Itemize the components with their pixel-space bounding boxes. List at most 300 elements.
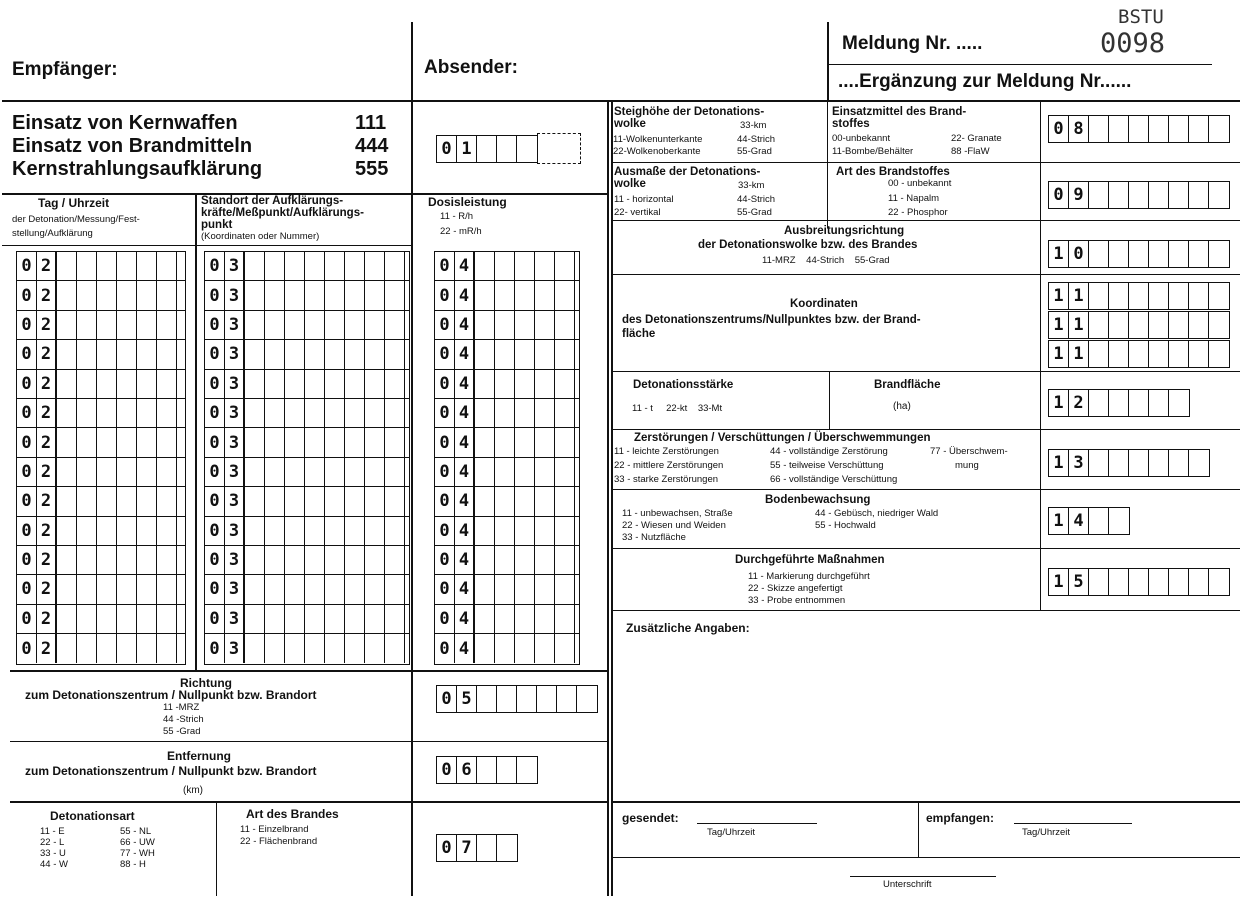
- field-10[interactable]: [1048, 240, 1230, 268]
- row-entry-cell[interactable]: [77, 517, 97, 545]
- row-entry-cell[interactable]: [245, 517, 265, 545]
- field-10-cell[interactable]: [1169, 241, 1189, 267]
- row-entry-cell[interactable]: [117, 634, 137, 663]
- row-entry-cell[interactable]: [495, 575, 515, 603]
- row-entry-cell[interactable]: [365, 517, 385, 545]
- row-entry-cell[interactable]: [245, 311, 265, 339]
- row-entry-cell[interactable]: [325, 399, 345, 427]
- row-entry-cell[interactable]: [345, 575, 365, 603]
- row-entry-cell[interactable]: [245, 370, 265, 398]
- field-11-cell[interactable]: [1169, 341, 1189, 367]
- row-entry-cell[interactable]: [555, 281, 575, 309]
- field-12[interactable]: [1048, 389, 1190, 417]
- row-entry-cell[interactable]: [345, 458, 365, 486]
- row-entry-cell[interactable]: [137, 428, 157, 456]
- row-entry-cell[interactable]: [345, 487, 365, 515]
- row-entry-cell[interactable]: [137, 340, 157, 368]
- row-entry-cell[interactable]: [157, 399, 177, 427]
- row-entry-cell[interactable]: [97, 428, 117, 456]
- row-entry-cell[interactable]: [535, 340, 555, 368]
- row-entry-cell[interactable]: [555, 311, 575, 339]
- row-entry-cell[interactable]: [515, 340, 535, 368]
- row-entry-cell[interactable]: [157, 311, 177, 339]
- field-15-cell[interactable]: [1089, 569, 1109, 595]
- row-entry-cell[interactable]: [345, 340, 365, 368]
- row-entry-cell[interactable]: [157, 340, 177, 368]
- row-entry-cell[interactable]: [535, 399, 555, 427]
- row-entry-cell[interactable]: [325, 575, 345, 603]
- row-entry-cell[interactable]: [365, 281, 385, 309]
- field-05-cell[interactable]: [577, 686, 597, 712]
- row-entry-cell[interactable]: [245, 605, 265, 633]
- row-entry-cell[interactable]: [495, 428, 515, 456]
- row-entry-cell[interactable]: [57, 517, 77, 545]
- field-13-cell[interactable]: [1129, 450, 1149, 476]
- row-entry-cell[interactable]: [117, 487, 137, 515]
- row-entry-cell[interactable]: [345, 517, 365, 545]
- row-entry-cell[interactable]: [77, 370, 97, 398]
- field-14-cell[interactable]: [1109, 508, 1129, 534]
- row-entry-cell[interactable]: [245, 252, 265, 280]
- row-entry-cell[interactable]: [137, 605, 157, 633]
- row-entry-cell[interactable]: [495, 340, 515, 368]
- row-entry-cell[interactable]: [495, 487, 515, 515]
- field-11-cell[interactable]: [1189, 283, 1209, 309]
- row-entry-cell[interactable]: [385, 281, 405, 309]
- row-entry-cell[interactable]: [345, 252, 365, 280]
- field-09-cell[interactable]: [1089, 182, 1109, 208]
- row-entry-cell[interactable]: [535, 252, 555, 280]
- field-13-cell[interactable]: [1189, 450, 1209, 476]
- row-entry-cell[interactable]: [325, 605, 345, 633]
- data-row[interactable]: [17, 311, 185, 340]
- row-entry-cell[interactable]: [305, 252, 325, 280]
- field-11-cell[interactable]: [1089, 312, 1109, 338]
- dosis-grid[interactable]: [434, 251, 580, 665]
- row-entry-cell[interactable]: [117, 252, 137, 280]
- row-entry-cell[interactable]: [305, 340, 325, 368]
- row-entry-cell[interactable]: [535, 281, 555, 309]
- row-entry-cell[interactable]: [365, 605, 385, 633]
- row-entry-cell[interactable]: [475, 605, 495, 633]
- row-entry-cell[interactable]: [385, 575, 405, 603]
- field-08-cell[interactable]: [1189, 116, 1209, 142]
- data-row[interactable]: [435, 252, 579, 281]
- field-11-cell[interactable]: [1129, 283, 1149, 309]
- row-entry-cell[interactable]: [77, 311, 97, 339]
- row-entry-cell[interactable]: [57, 340, 77, 368]
- gesendet-line[interactable]: [697, 823, 817, 824]
- row-entry-cell[interactable]: [475, 487, 495, 515]
- row-entry-cell[interactable]: [535, 311, 555, 339]
- row-entry-cell[interactable]: [365, 370, 385, 398]
- field-11-cell[interactable]: [1109, 283, 1129, 309]
- row-entry-cell[interactable]: [325, 517, 345, 545]
- data-row[interactable]: [205, 281, 409, 310]
- row-entry-cell[interactable]: [97, 340, 117, 368]
- row-entry-cell[interactable]: [515, 252, 535, 280]
- row-entry-cell[interactable]: [385, 340, 405, 368]
- field-05-cell[interactable]: [557, 686, 577, 712]
- row-entry-cell[interactable]: [285, 605, 305, 633]
- row-entry-cell[interactable]: [97, 487, 117, 515]
- row-entry-cell[interactable]: [495, 605, 515, 633]
- data-row[interactable]: [205, 428, 409, 457]
- row-entry-cell[interactable]: [265, 487, 285, 515]
- row-entry-cell[interactable]: [137, 281, 157, 309]
- field-11-cell[interactable]: [1209, 341, 1229, 367]
- field-06-cell[interactable]: [517, 757, 537, 783]
- row-entry-cell[interactable]: [515, 281, 535, 309]
- data-row[interactable]: [205, 399, 409, 428]
- field-05-cell[interactable]: [517, 686, 537, 712]
- row-entry-cell[interactable]: [475, 340, 495, 368]
- row-entry-cell[interactable]: [157, 428, 177, 456]
- row-entry-cell[interactable]: [77, 487, 97, 515]
- row-entry-cell[interactable]: [265, 311, 285, 339]
- data-row[interactable]: [435, 487, 579, 516]
- field-10-cell[interactable]: [1209, 241, 1229, 267]
- row-entry-cell[interactable]: [325, 546, 345, 574]
- field-08-cell[interactable]: [1149, 116, 1169, 142]
- field-12-cell[interactable]: [1089, 390, 1109, 416]
- field-13-cell[interactable]: [1169, 450, 1189, 476]
- data-row[interactable]: [435, 634, 579, 663]
- row-entry-cell[interactable]: [137, 634, 157, 663]
- row-entry-cell[interactable]: [117, 370, 137, 398]
- row-entry-cell[interactable]: [97, 546, 117, 574]
- row-entry-cell[interactable]: [285, 487, 305, 515]
- row-entry-cell[interactable]: [325, 487, 345, 515]
- data-row[interactable]: [17, 575, 185, 604]
- row-entry-cell[interactable]: [265, 546, 285, 574]
- empfangen-line[interactable]: [1014, 823, 1132, 824]
- row-entry-cell[interactable]: [515, 370, 535, 398]
- row-entry-cell[interactable]: [305, 634, 325, 663]
- field-11-cell[interactable]: [1209, 312, 1229, 338]
- row-entry-cell[interactable]: [345, 428, 365, 456]
- row-entry-cell[interactable]: [265, 252, 285, 280]
- row-entry-cell[interactable]: [97, 252, 117, 280]
- row-entry-cell[interactable]: [535, 634, 555, 663]
- data-row[interactable]: [17, 340, 185, 369]
- row-entry-cell[interactable]: [325, 311, 345, 339]
- row-entry-cell[interactable]: [515, 311, 535, 339]
- row-entry-cell[interactable]: [97, 281, 117, 309]
- field-11-cell[interactable]: [1209, 283, 1229, 309]
- row-entry-cell[interactable]: [515, 517, 535, 545]
- data-row[interactable]: [205, 340, 409, 369]
- row-entry-cell[interactable]: [97, 517, 117, 545]
- row-entry-cell[interactable]: [265, 428, 285, 456]
- row-entry-cell[interactable]: [77, 634, 97, 663]
- row-entry-cell[interactable]: [475, 428, 495, 456]
- row-entry-cell[interactable]: [245, 546, 265, 574]
- field-09-cell[interactable]: [1109, 182, 1129, 208]
- row-entry-cell[interactable]: [77, 546, 97, 574]
- row-entry-cell[interactable]: [515, 546, 535, 574]
- field-11-cell[interactable]: [1089, 283, 1109, 309]
- row-entry-cell[interactable]: [157, 605, 177, 633]
- field-07[interactable]: [436, 834, 518, 862]
- data-row[interactable]: [17, 252, 185, 281]
- row-entry-cell[interactable]: [365, 340, 385, 368]
- row-entry-cell[interactable]: [57, 252, 77, 280]
- data-row[interactable]: [17, 546, 185, 575]
- row-entry-cell[interactable]: [385, 252, 405, 280]
- row-entry-cell[interactable]: [137, 487, 157, 515]
- row-entry-cell[interactable]: [137, 370, 157, 398]
- data-row[interactable]: [17, 517, 185, 546]
- row-entry-cell[interactable]: [77, 458, 97, 486]
- data-row[interactable]: [17, 487, 185, 516]
- field-01-cell[interactable]: [477, 136, 497, 162]
- field-11-cell[interactable]: [1149, 341, 1169, 367]
- row-entry-cell[interactable]: [555, 605, 575, 633]
- data-row[interactable]: [205, 517, 409, 546]
- field-11-cell[interactable]: [1089, 341, 1109, 367]
- row-entry-cell[interactable]: [475, 575, 495, 603]
- data-row[interactable]: [17, 634, 185, 663]
- data-row[interactable]: [435, 281, 579, 310]
- row-entry-cell[interactable]: [157, 487, 177, 515]
- data-row[interactable]: [435, 340, 579, 369]
- row-entry-cell[interactable]: [475, 634, 495, 663]
- row-entry-cell[interactable]: [385, 634, 405, 663]
- row-entry-cell[interactable]: [265, 281, 285, 309]
- row-entry-cell[interactable]: [245, 428, 265, 456]
- row-entry-cell[interactable]: [555, 428, 575, 456]
- row-entry-cell[interactable]: [345, 370, 365, 398]
- row-entry-cell[interactable]: [305, 487, 325, 515]
- row-entry-cell[interactable]: [285, 575, 305, 603]
- data-row[interactable]: [435, 399, 579, 428]
- data-row[interactable]: [435, 517, 579, 546]
- row-entry-cell[interactable]: [77, 281, 97, 309]
- field-09-cell[interactable]: [1129, 182, 1149, 208]
- data-row[interactable]: [435, 546, 579, 575]
- field-10-cell[interactable]: [1129, 241, 1149, 267]
- field-09[interactable]: [1048, 181, 1230, 209]
- zusaetzliche-angaben-area[interactable]: [622, 640, 1232, 795]
- row-entry-cell[interactable]: [117, 546, 137, 574]
- row-entry-cell[interactable]: [555, 252, 575, 280]
- row-entry-cell[interactable]: [475, 458, 495, 486]
- data-row[interactable]: [205, 575, 409, 604]
- row-entry-cell[interactable]: [345, 634, 365, 663]
- field-10-cell[interactable]: [1149, 241, 1169, 267]
- field-14[interactable]: [1048, 507, 1130, 535]
- row-entry-cell[interactable]: [365, 575, 385, 603]
- row-entry-cell[interactable]: [117, 399, 137, 427]
- row-entry-cell[interactable]: [555, 487, 575, 515]
- field-01-cell[interactable]: [517, 136, 537, 162]
- row-entry-cell[interactable]: [535, 605, 555, 633]
- row-entry-cell[interactable]: [285, 311, 305, 339]
- row-entry-cell[interactable]: [555, 370, 575, 398]
- row-entry-cell[interactable]: [57, 428, 77, 456]
- field-15-cell[interactable]: [1149, 569, 1169, 595]
- data-row[interactable]: [17, 281, 185, 310]
- row-entry-cell[interactable]: [305, 281, 325, 309]
- row-entry-cell[interactable]: [245, 634, 265, 663]
- row-entry-cell[interactable]: [137, 517, 157, 545]
- field-12-cell[interactable]: [1129, 390, 1149, 416]
- row-entry-cell[interactable]: [117, 311, 137, 339]
- row-entry-cell[interactable]: [515, 428, 535, 456]
- field-12-cell[interactable]: [1109, 390, 1129, 416]
- field-15-cell[interactable]: [1169, 569, 1189, 595]
- data-row[interactable]: [435, 311, 579, 340]
- row-entry-cell[interactable]: [57, 546, 77, 574]
- field-11-cell[interactable]: [1109, 341, 1129, 367]
- row-entry-cell[interactable]: [555, 399, 575, 427]
- row-entry-cell[interactable]: [365, 487, 385, 515]
- row-entry-cell[interactable]: [157, 252, 177, 280]
- data-row[interactable]: [205, 252, 409, 281]
- data-row[interactable]: [435, 575, 579, 604]
- data-row[interactable]: [17, 458, 185, 487]
- field-05[interactable]: [436, 685, 598, 713]
- row-entry-cell[interactable]: [245, 399, 265, 427]
- field-12-cell[interactable]: [1149, 390, 1169, 416]
- row-entry-cell[interactable]: [535, 487, 555, 515]
- field-10-cell[interactable]: [1189, 241, 1209, 267]
- field-15[interactable]: [1048, 568, 1230, 596]
- data-row[interactable]: [205, 311, 409, 340]
- row-entry-cell[interactable]: [515, 605, 535, 633]
- row-entry-cell[interactable]: [265, 458, 285, 486]
- field-08[interactable]: [1048, 115, 1230, 143]
- row-entry-cell[interactable]: [365, 252, 385, 280]
- row-entry-cell[interactable]: [157, 634, 177, 663]
- row-entry-cell[interactable]: [495, 458, 515, 486]
- row-entry-cell[interactable]: [385, 428, 405, 456]
- data-row[interactable]: [17, 605, 185, 634]
- row-entry-cell[interactable]: [555, 517, 575, 545]
- row-entry-cell[interactable]: [345, 399, 365, 427]
- field-01-dashed-cells[interactable]: [537, 133, 581, 164]
- row-entry-cell[interactable]: [97, 458, 117, 486]
- field-05-cell[interactable]: [497, 686, 517, 712]
- data-row[interactable]: [205, 487, 409, 516]
- row-entry-cell[interactable]: [137, 458, 157, 486]
- row-entry-cell[interactable]: [77, 340, 97, 368]
- field-10-cell[interactable]: [1089, 241, 1109, 267]
- row-entry-cell[interactable]: [385, 517, 405, 545]
- row-entry-cell[interactable]: [515, 634, 535, 663]
- row-entry-cell[interactable]: [305, 311, 325, 339]
- row-entry-cell[interactable]: [57, 634, 77, 663]
- row-entry-cell[interactable]: [137, 311, 157, 339]
- row-entry-cell[interactable]: [555, 340, 575, 368]
- row-entry-cell[interactable]: [57, 281, 77, 309]
- row-entry-cell[interactable]: [285, 428, 305, 456]
- field-11-cell[interactable]: [1129, 341, 1149, 367]
- row-entry-cell[interactable]: [305, 370, 325, 398]
- standort-grid[interactable]: [204, 251, 410, 665]
- field-01-cell[interactable]: [497, 136, 517, 162]
- field-08-cell[interactable]: [1109, 116, 1129, 142]
- row-entry-cell[interactable]: [515, 458, 535, 486]
- row-entry-cell[interactable]: [77, 252, 97, 280]
- row-entry-cell[interactable]: [305, 458, 325, 486]
- field-06-cell[interactable]: [477, 757, 497, 783]
- row-entry-cell[interactable]: [555, 575, 575, 603]
- row-entry-cell[interactable]: [57, 605, 77, 633]
- row-entry-cell[interactable]: [325, 252, 345, 280]
- row-entry-cell[interactable]: [57, 370, 77, 398]
- row-entry-cell[interactable]: [137, 252, 157, 280]
- row-entry-cell[interactable]: [325, 634, 345, 663]
- row-entry-cell[interactable]: [245, 458, 265, 486]
- row-entry-cell[interactable]: [535, 458, 555, 486]
- field-08-cell[interactable]: [1129, 116, 1149, 142]
- data-row[interactable]: [435, 605, 579, 634]
- row-entry-cell[interactable]: [137, 546, 157, 574]
- row-entry-cell[interactable]: [495, 311, 515, 339]
- data-row[interactable]: [17, 370, 185, 399]
- row-entry-cell[interactable]: [77, 428, 97, 456]
- row-entry-cell[interactable]: [495, 634, 515, 663]
- row-entry-cell[interactable]: [305, 605, 325, 633]
- field-11-cell[interactable]: [1169, 312, 1189, 338]
- row-entry-cell[interactable]: [555, 458, 575, 486]
- row-entry-cell[interactable]: [325, 370, 345, 398]
- row-entry-cell[interactable]: [365, 634, 385, 663]
- field-13-cell[interactable]: [1089, 450, 1109, 476]
- data-row[interactable]: [435, 370, 579, 399]
- field-06[interactable]: [436, 756, 538, 784]
- row-entry-cell[interactable]: [305, 546, 325, 574]
- row-entry-cell[interactable]: [365, 458, 385, 486]
- row-entry-cell[interactable]: [385, 487, 405, 515]
- row-entry-cell[interactable]: [475, 546, 495, 574]
- row-entry-cell[interactable]: [265, 399, 285, 427]
- row-entry-cell[interactable]: [495, 281, 515, 309]
- data-row[interactable]: [435, 428, 579, 457]
- row-entry-cell[interactable]: [305, 399, 325, 427]
- row-entry-cell[interactable]: [555, 546, 575, 574]
- row-entry-cell[interactable]: [117, 517, 137, 545]
- row-entry-cell[interactable]: [285, 399, 305, 427]
- field-13-cell[interactable]: [1109, 450, 1129, 476]
- row-entry-cell[interactable]: [325, 428, 345, 456]
- row-entry-cell[interactable]: [495, 399, 515, 427]
- row-entry-cell[interactable]: [157, 370, 177, 398]
- row-entry-cell[interactable]: [265, 517, 285, 545]
- row-entry-cell[interactable]: [535, 428, 555, 456]
- row-entry-cell[interactable]: [57, 575, 77, 603]
- row-entry-cell[interactable]: [285, 517, 305, 545]
- row-entry-cell[interactable]: [365, 428, 385, 456]
- row-entry-cell[interactable]: [265, 370, 285, 398]
- field-11-cell[interactable]: [1149, 312, 1169, 338]
- field-15-cell[interactable]: [1109, 569, 1129, 595]
- row-entry-cell[interactable]: [365, 399, 385, 427]
- row-entry-cell[interactable]: [97, 399, 117, 427]
- row-entry-cell[interactable]: [285, 458, 305, 486]
- field-11-cell[interactable]: [1109, 312, 1129, 338]
- row-entry-cell[interactable]: [385, 605, 405, 633]
- field-11-row3[interactable]: [1048, 340, 1230, 368]
- row-entry-cell[interactable]: [117, 281, 137, 309]
- row-entry-cell[interactable]: [117, 458, 137, 486]
- row-entry-cell[interactable]: [265, 605, 285, 633]
- row-entry-cell[interactable]: [345, 311, 365, 339]
- row-entry-cell[interactable]: [285, 340, 305, 368]
- field-08-cell[interactable]: [1169, 116, 1189, 142]
